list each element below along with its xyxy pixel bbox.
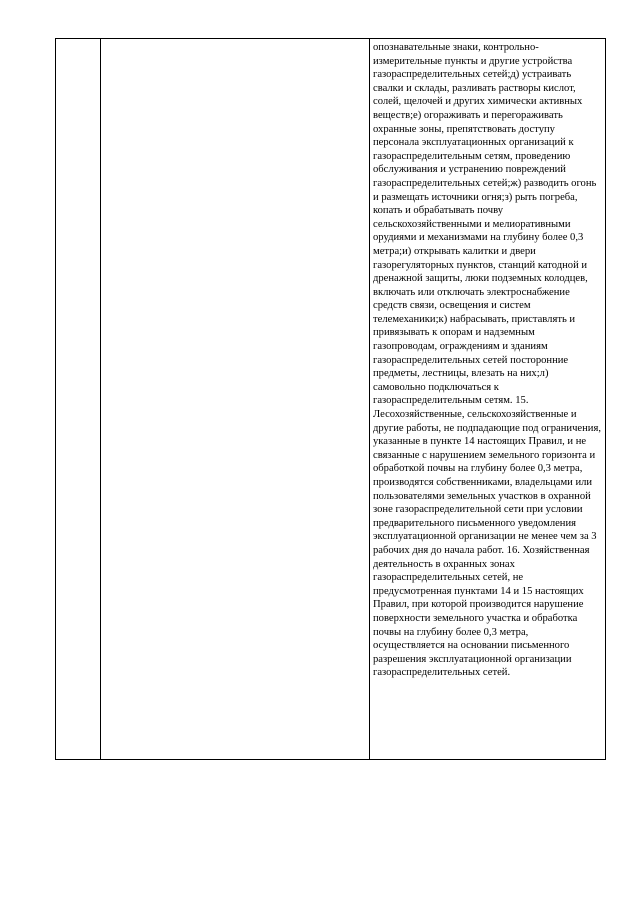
title-cell-text (101, 39, 369, 41)
content-cell (370, 39, 606, 760)
content-cell-text: опознавательные знаки, контрольно-измерительные пункты и другие устройства газораспределительных сетей;д) устраивать свалки и склады, разливать растворы кислот, солей, щелочей и других химически активных веществ;е) огораживать и перегораживать охранные зоны, препятствовать доступу персонала эксплуатационных организаций к газораспределительным сетям, проведению обслуживания и устранению повреждений газораспределительных сетей;ж) разводить огонь и размещать источники огня;з) рыть погреба, копать и обрабатывать почву сельскохозяйственными и мелиоративными орудиями и механизмами на глубину более 0,3 метра;и) открывать калитки и двери газорегуляторных пунктов, станций катодной и дренажной защиты, люки подземных колодцев, включать или отключать электроснабжение средств связи, освещения и систем телемеханики;к) набрасывать, приставлять и привязывать к опорам и надземным газопроводам, ограждениям и зданиям газораспределительных сетей посторонние предметы, лестницы, влезать на них;л) самовольно подключаться к газораспределительным сетям. 15. Лесохозяйственные, сельскохозяйственные и другие работы, не подпадающие под ограничения, указанные в пункте 14 настоящих Правил, и не связанные с нарушением земельного горизонта и обработкой почвы на глубину более 0,3 метра, производятся собственниками, владельцами или пользователями земельных участков в охранной зоне газораспределительной сети при условии предварительного письменного уведомления эксплуатационной организации не менее чем за 3 рабочих дня до начала работ. 16. Хозяйственная деятельность в охранных зонах газораспределительных сетей, не предусмотренная пунктами 14 и 15 настоящих Правил, при которой производится нарушение поверхности земельного участка и обработка почвы на глубину более 0,3 метра, осуществляется на основании письменного разрешения эксплуатационной организации газораспределительных сетей. (373, 42, 601, 679)
number-cell (56, 39, 101, 760)
regulation-table (55, 38, 606, 760)
table-row (56, 39, 606, 760)
number-cell-text (56, 39, 100, 41)
title-cell (101, 39, 370, 760)
